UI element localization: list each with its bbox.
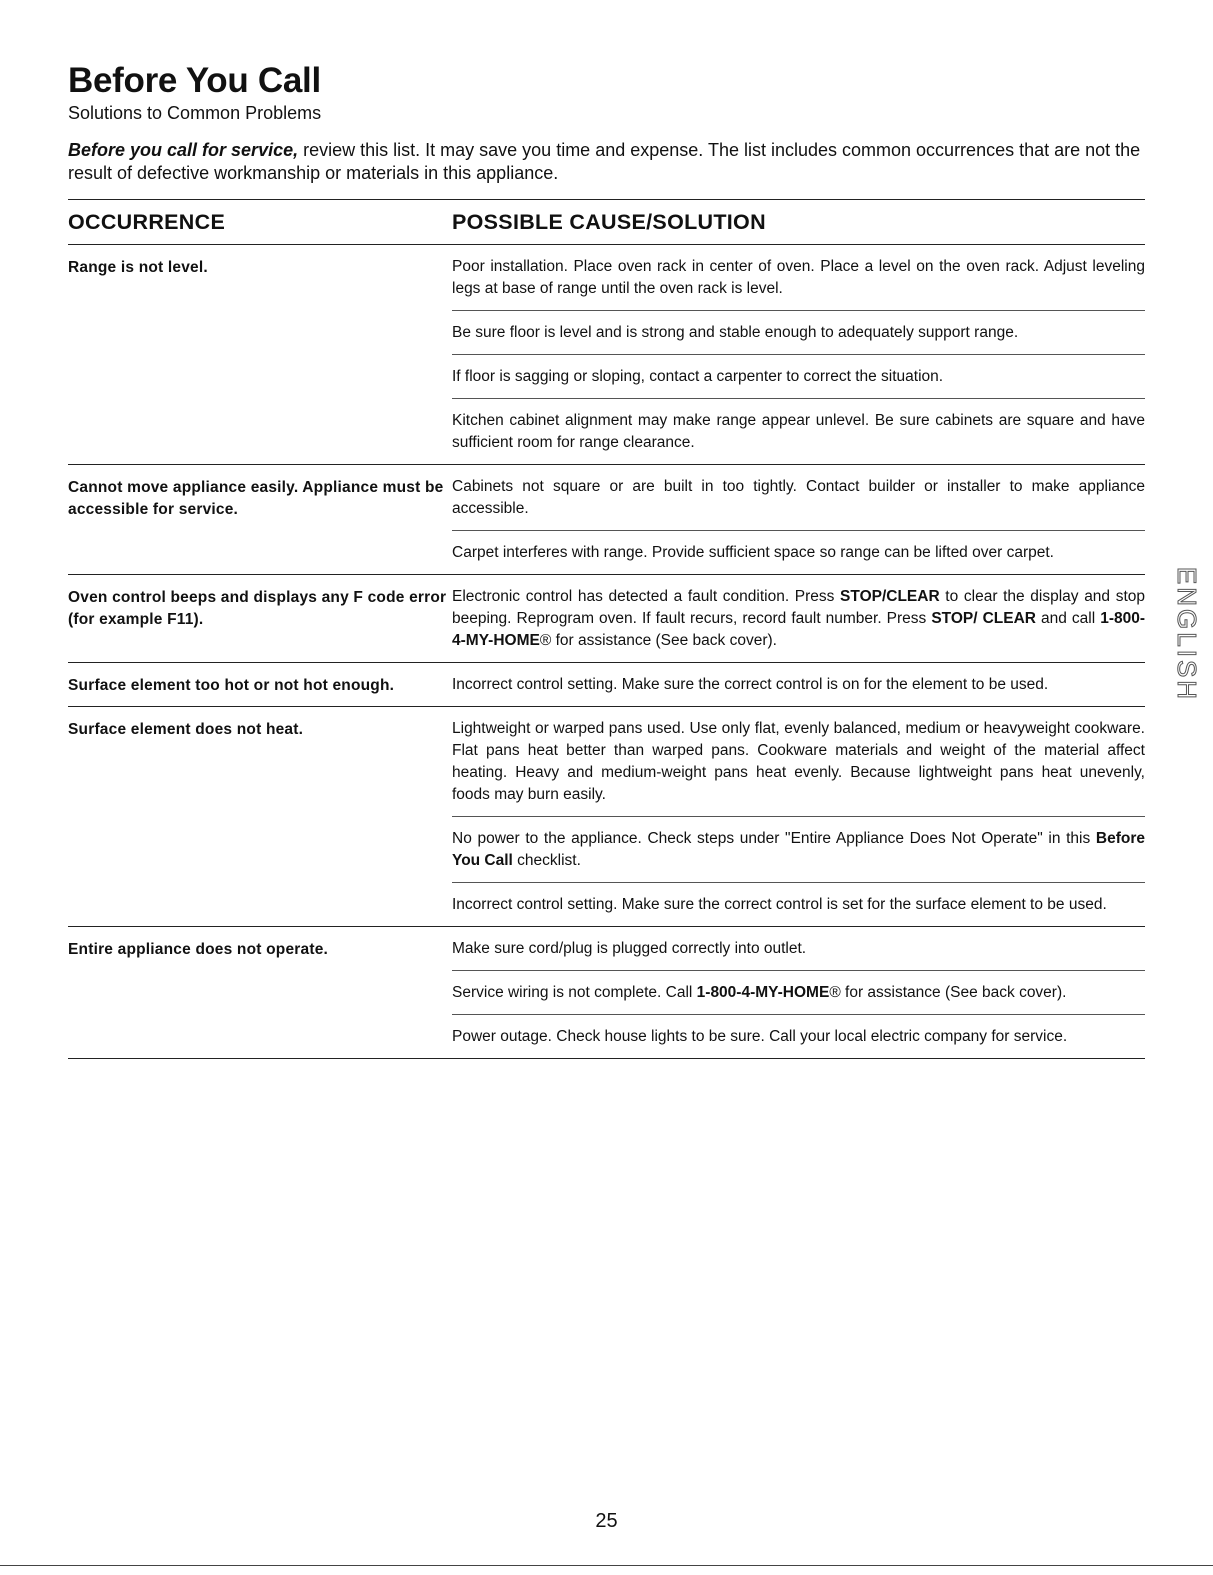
solution-item: Carpet interferes with range. Provide sufficient space so range can be lifted over carpet. — [452, 530, 1145, 574]
table-row — [68, 575, 1145, 663]
table-row — [68, 663, 1145, 707]
table-body — [68, 245, 1145, 1059]
solution-header: POSSIBLE CAUSE/SOLUTION — [452, 209, 766, 234]
occurrence-cell: Cannot move appliance easily. Appliance must be accessible for service. — [68, 479, 444, 518]
solution-item: If floor is sagging or sloping, contact a carpenter to correct the situation. — [452, 354, 1145, 398]
language-tab-label: ENGLISH — [1172, 566, 1203, 702]
solution-item: Incorrect control setting. Make sure the correct control is set for the surface element to be used. — [452, 882, 1145, 926]
occurrence-cell: Surface element does not heat. — [68, 721, 304, 738]
occurrence-cell: Range is not level. — [68, 259, 208, 276]
solution-item: Power outage. Check house lights to be sure. Call your local electric company for service. — [452, 1014, 1145, 1058]
troubleshooting-table — [68, 199, 1145, 1059]
solutions-cell — [452, 575, 1145, 662]
solution-item: Be sure floor is level and is strong and stable enough to adequately support range. — [452, 310, 1145, 354]
solutions-cell — [452, 707, 1145, 926]
page-title: Before You Call — [68, 61, 321, 100]
page-number: 25 — [595, 1510, 618, 1532]
language-tab — [1169, 564, 1205, 704]
page-content — [68, 60, 1145, 1059]
table-header-row — [68, 200, 1145, 245]
solution-item: Lightweight or warped pans used. Use only flat, evenly balanced, medium or heavyweight cookware. Flat pans heat better than warped pans. Cookware materials and weight of the material affect heating. Heavy and medium-weight pans heat evenly. Because lightweight pans heat unevenly, foods may burn easily. — [452, 720, 1145, 803]
solution-item: Cabinets not square or are built in too tightly. Contact builder or installer to make appliance accessible. — [452, 478, 1145, 517]
intro-lead: Before you call for service, — [68, 140, 299, 160]
occurrence-cell: Oven control beeps and displays any F code error (for example F11). — [68, 589, 447, 628]
solution-item: Make sure cord/plug is plugged correctly into outlet. — [452, 940, 807, 957]
table-row — [68, 707, 1145, 927]
occurrence-header: OCCURRENCE — [68, 209, 226, 234]
page-subtitle: Solutions to Common Problems — [68, 103, 322, 123]
bottom-divider — [0, 1565, 1213, 1566]
solution-item: Electronic control has detected a fault condition. Press STOP/CLEAR to clear the display and stop beeping. Reprogram oven. If fault recurs, record fault number. Press STOP/ CLEAR and call 1-800-4-MY-HOME® for assistance (See back cover). — [452, 588, 1146, 649]
solution-item: Incorrect control setting. Make sure the correct control is on for the element to be used. — [452, 676, 1049, 693]
solution-item: Service wiring is not complete. Call 1-800-4-MY-HOME® for assistance (See back cover). — [452, 970, 1145, 1014]
solution-item: No power to the appliance. Check steps under "Entire Appliance Does Not Operate" in this Before You Call checklist. — [452, 816, 1145, 882]
solutions-cell — [452, 927, 1145, 1058]
table-row — [68, 245, 1145, 465]
table-row — [68, 465, 1145, 575]
table-row — [68, 927, 1145, 1059]
occurrence-cell: Surface element too hot or not hot enough. — [68, 677, 395, 694]
solution-item: Poor installation. Place oven rack in center of oven. Place a level on the oven rack. Adjust leveling legs at base of range until the oven rack is level. — [452, 258, 1145, 297]
solution-item: Kitchen cabinet alignment may make range appear unlevel. Be sure cabinets are square and have sufficient room for range clearance. — [452, 398, 1145, 464]
intro-text: review this list. It may save you time and expense. The list includes common occurrences that are not the result of defective workmanship or materials in this appliance. — [68, 140, 1141, 183]
occurrence-cell: Entire appliance does not operate. — [68, 941, 329, 958]
solutions-cell — [452, 465, 1145, 574]
solutions-cell — [452, 245, 1145, 464]
intro-paragraph — [68, 139, 1145, 185]
solutions-cell — [452, 663, 1145, 706]
